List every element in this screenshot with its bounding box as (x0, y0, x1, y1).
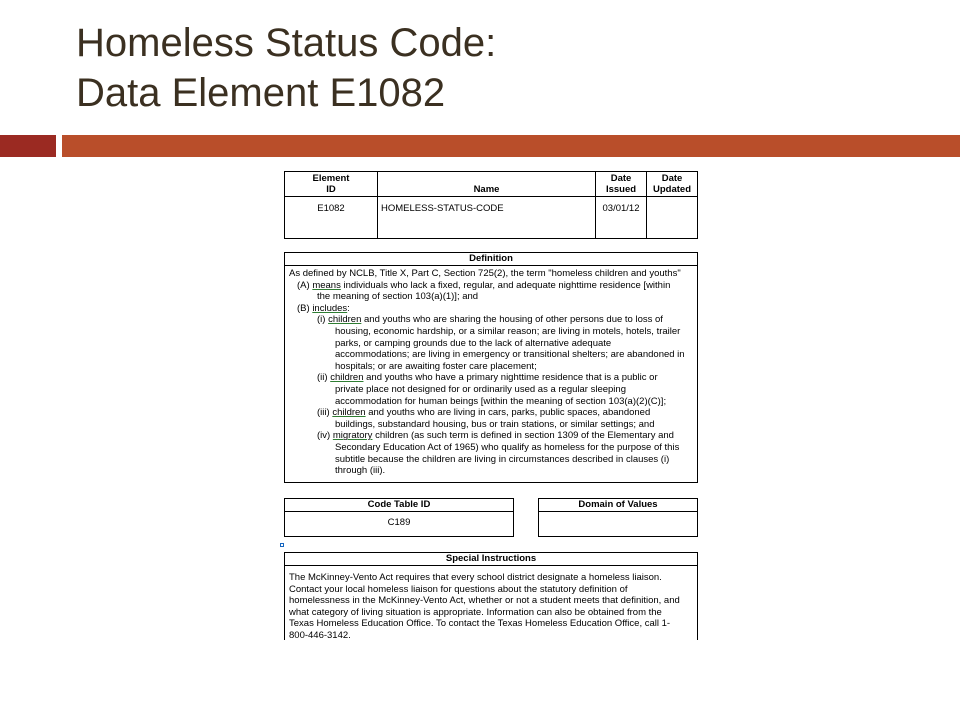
special-instructions-box (284, 552, 698, 640)
definition-body (285, 266, 697, 479)
clause-iv-text3: subtitle because the children are living in circumstances described in clauses (i) (335, 453, 670, 465)
clause-a-word: means (312, 279, 341, 291)
header-issued-line2: Issued (605, 184, 637, 195)
definition-clause-b (289, 303, 693, 315)
header-updated-line1: Date (661, 173, 683, 184)
special-line-3: homelessness in the McKinney-Vento Act, whether or not a student meets that definition, and (289, 595, 680, 607)
code-table-value: C189 (387, 517, 411, 528)
code-table-box (284, 498, 514, 537)
definition-box (284, 252, 698, 483)
definition-clause-iv (289, 430, 693, 442)
clause-ii-text1: and youths who have a primary nighttime residence that is a public or (363, 372, 658, 384)
header-issued-line1: Date (610, 173, 632, 184)
clause-iv-text2: Secondary Education Act of 1965) who qualify as homeless for the purpose of this (335, 441, 680, 453)
date-updated-cell (647, 197, 698, 239)
clause-i-text4: accommodations; are living in emergency or transitional shelters; are abandoned in (335, 349, 685, 361)
clause-ii-word: children (330, 372, 364, 384)
definition-clause-ii (289, 372, 693, 384)
accent-bar-left (0, 135, 56, 157)
definition-intro: As defined by NCLB, Title X, Part C, Section 725(2), the term "homeless children and youths" (289, 268, 681, 279)
header-updated-line2: Updated (653, 184, 691, 195)
header-name: Name (378, 172, 596, 197)
clause-iv-text4: through (iii). (335, 465, 386, 477)
table-row (285, 197, 698, 239)
clause-iii-text1: and youths who are living in cars, parks, public spaces, abandoned (365, 407, 651, 419)
special-line-2: Contact your local homeless liaison for questions about the statutory definition of (289, 583, 628, 595)
domain-values-value (539, 512, 697, 516)
clause-iii-word: children (332, 407, 366, 419)
clause-ii-label: (ii) (317, 372, 328, 384)
code-table-heading: Code Table ID (285, 499, 513, 512)
definition-clause-a (289, 280, 693, 292)
clause-iii-text2: buildings, substandard housing, bus or train stations, or similar settings; and (335, 418, 655, 430)
anchor-marker (280, 543, 284, 547)
clause-iii-label: (iii) (317, 407, 330, 419)
element-id-cell: E1082 (285, 197, 378, 239)
header-element-id-line1: Element (312, 173, 350, 184)
header-element-id-line2: ID (326, 184, 336, 195)
domain-values-box (538, 498, 698, 537)
definition-heading: Definition (285, 253, 697, 266)
slide-title-line1: Homeless Status Code: (76, 21, 497, 65)
domain-values-heading: Domain of Values (539, 499, 697, 512)
clause-i-text5: hospitals; or are awaiting foster care placement; (335, 360, 537, 372)
clause-ii-text3: accommodation for human beings [within the meaning of section 103(a)(2)(C)]; (335, 395, 667, 407)
header-date-issued (596, 172, 647, 197)
clause-i-text2: housing, economic hardship, or a similar reason; are living in motels, hotels, trailer (335, 325, 681, 337)
special-instructions-heading: Special Instructions (285, 553, 697, 566)
special-line-1: The McKinney-Vento Act requires that every school district designate a homeless liaison. (289, 572, 662, 583)
clause-i-text1: and youths who are sharing the housing of other persons due to loss of (361, 314, 663, 326)
date-issued-cell: 03/01/12 (596, 197, 647, 239)
definition-clause-a-cont: the meaning of section 103(a)(1)]; and (317, 291, 479, 303)
clause-ii-text2: private place not designed for or ordinarily used as a regular sleeping (335, 383, 626, 395)
special-line-4: what category of living situation is appropriate. Information can also be obtained from the (289, 606, 662, 618)
slide-title (76, 18, 936, 118)
clause-a-text1: individuals who lack a fixed, regular, and adequate nighttime residence [within (340, 279, 671, 291)
definition-clause-i (289, 314, 693, 326)
clause-iv-label: (iv) (317, 430, 331, 442)
clause-i-word: children (328, 314, 362, 326)
special-instructions-body (285, 566, 697, 644)
clause-i-label: (i) (317, 314, 326, 326)
special-line-5: Texas Homeless Education Office. To contact the Texas Homeless Education Office, call 1- (289, 618, 671, 630)
clause-b-colon: : (347, 302, 350, 314)
accent-bar-right (62, 135, 960, 157)
header-date-updated (647, 172, 698, 197)
definition-clause-iii (289, 407, 693, 419)
clause-b-label: (B) (297, 302, 310, 314)
clause-iv-word: migratory (332, 430, 373, 442)
header-element-id (285, 172, 378, 197)
element-name-cell: HOMELESS-STATUS-CODE (378, 197, 596, 239)
clause-i-text3: parks, or camping grounds due to the lack of alternative adequate (335, 337, 612, 349)
special-line-6: 800-446-3142. (289, 629, 351, 641)
clause-a-label: (A) (297, 279, 310, 291)
element-table (284, 171, 698, 239)
clause-iv-text1: children (as such term is defined in section 1309 of the Elementary and (372, 430, 674, 442)
slide-title-line2: Data Element E1082 (76, 71, 446, 115)
clause-b-word: includes (312, 302, 348, 314)
